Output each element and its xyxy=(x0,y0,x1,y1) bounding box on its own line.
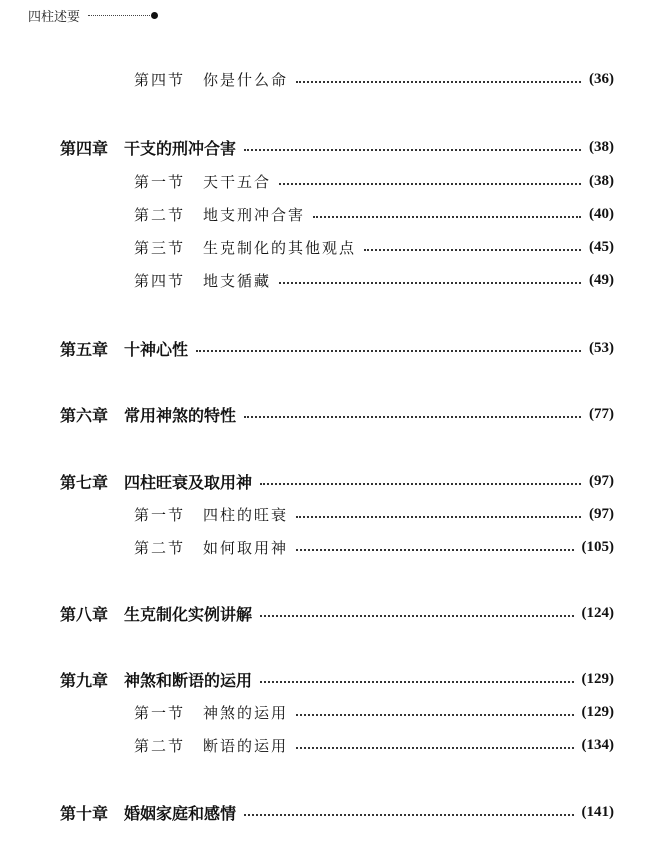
entry-page: (141) xyxy=(581,803,614,820)
dot-leader xyxy=(244,149,581,151)
toc-entry xyxy=(134,733,614,757)
entry-title: 四柱的旺衰 xyxy=(203,505,289,524)
dot-leader xyxy=(296,81,581,83)
dot-leader xyxy=(296,516,581,518)
toc-entry xyxy=(60,800,614,824)
toc-entry xyxy=(60,469,614,493)
entry-title: 你是什么命 xyxy=(203,70,289,89)
entry-label: 第五章 xyxy=(60,339,109,359)
running-header xyxy=(28,6,158,25)
dot-leader xyxy=(244,416,581,418)
toc-entry xyxy=(134,169,614,193)
entry-page: (53) xyxy=(589,339,614,356)
entry-title: 生克制化实例讲解 xyxy=(124,604,253,624)
toc-entry xyxy=(134,235,614,259)
dot-leader xyxy=(279,282,581,284)
toc-entry xyxy=(60,667,614,691)
entry-page: (77) xyxy=(589,405,614,422)
entry-page: (97) xyxy=(589,505,614,522)
entry-label: 第四节 xyxy=(134,70,186,89)
entry-label: 第八章 xyxy=(60,604,109,624)
toc-entry xyxy=(134,502,614,526)
entry-page: (124) xyxy=(581,604,614,621)
entry-page: (36) xyxy=(589,70,614,87)
entry-label: 第六章 xyxy=(60,405,109,425)
entry-title: 地支刑冲合害 xyxy=(203,205,306,224)
toc-entry xyxy=(60,601,614,625)
toc-entry xyxy=(134,202,614,226)
toc-entry xyxy=(60,135,614,159)
entry-page: (105) xyxy=(581,538,614,555)
entry-page: (49) xyxy=(589,271,614,288)
entry-page: (40) xyxy=(589,205,614,222)
entry-label: 第三节 xyxy=(134,238,186,257)
toc-entry xyxy=(60,336,614,360)
entry-label: 第二节 xyxy=(134,205,186,224)
toc-entry xyxy=(134,700,614,724)
dot-leader xyxy=(260,681,573,683)
entry-label: 第四章 xyxy=(60,138,109,158)
entry-title: 天干五合 xyxy=(203,172,272,191)
entry-label: 第四节 xyxy=(134,271,186,290)
header-rule xyxy=(88,15,150,16)
entry-title: 生克制化的其他观点 xyxy=(203,238,357,257)
entry-label: 第一节 xyxy=(134,505,186,524)
header-bullet-icon xyxy=(151,12,158,19)
entry-title: 四柱旺衰及取用神 xyxy=(124,472,253,492)
toc-entry xyxy=(134,67,614,91)
dot-leader xyxy=(296,747,573,749)
dot-leader xyxy=(296,549,573,551)
entry-title: 如何取用神 xyxy=(203,538,289,557)
entry-title: 断语的运用 xyxy=(203,736,289,755)
entry-page: (45) xyxy=(589,238,614,255)
entry-page: (38) xyxy=(589,138,614,155)
entry-title: 神煞和断语的运用 xyxy=(124,670,253,690)
entry-page: (38) xyxy=(589,172,614,189)
entry-page: (134) xyxy=(581,736,614,753)
dot-leader xyxy=(244,814,573,816)
toc-entry xyxy=(60,402,614,426)
dot-leader xyxy=(296,714,573,716)
entry-label: 第九章 xyxy=(60,670,109,690)
entry-title: 地支循藏 xyxy=(203,271,272,290)
entry-page: (97) xyxy=(589,472,614,489)
entry-label: 第一节 xyxy=(134,703,186,722)
header-title: 四柱述要 xyxy=(28,10,81,25)
entry-page: (129) xyxy=(581,703,614,720)
dot-leader xyxy=(260,615,573,617)
entry-title: 干支的刑冲合害 xyxy=(124,138,237,158)
dot-leader xyxy=(260,483,581,485)
entry-title: 神煞的运用 xyxy=(203,703,289,722)
dot-leader xyxy=(364,249,581,251)
dot-leader xyxy=(196,350,581,352)
toc-entry xyxy=(134,535,614,559)
entry-label: 第二节 xyxy=(134,736,186,755)
dot-leader xyxy=(279,183,581,185)
entry-page: (129) xyxy=(581,670,614,687)
toc-entry xyxy=(134,268,614,292)
entry-title: 常用神煞的特性 xyxy=(124,405,237,425)
entry-label: 第七章 xyxy=(60,472,109,492)
dot-leader xyxy=(313,216,581,218)
entry-label: 第一节 xyxy=(134,172,186,191)
entry-title: 婚姻家庭和感情 xyxy=(124,803,237,823)
entry-label: 第二节 xyxy=(134,538,186,557)
entry-title: 十神心性 xyxy=(124,339,189,359)
entry-label: 第十章 xyxy=(60,803,109,823)
